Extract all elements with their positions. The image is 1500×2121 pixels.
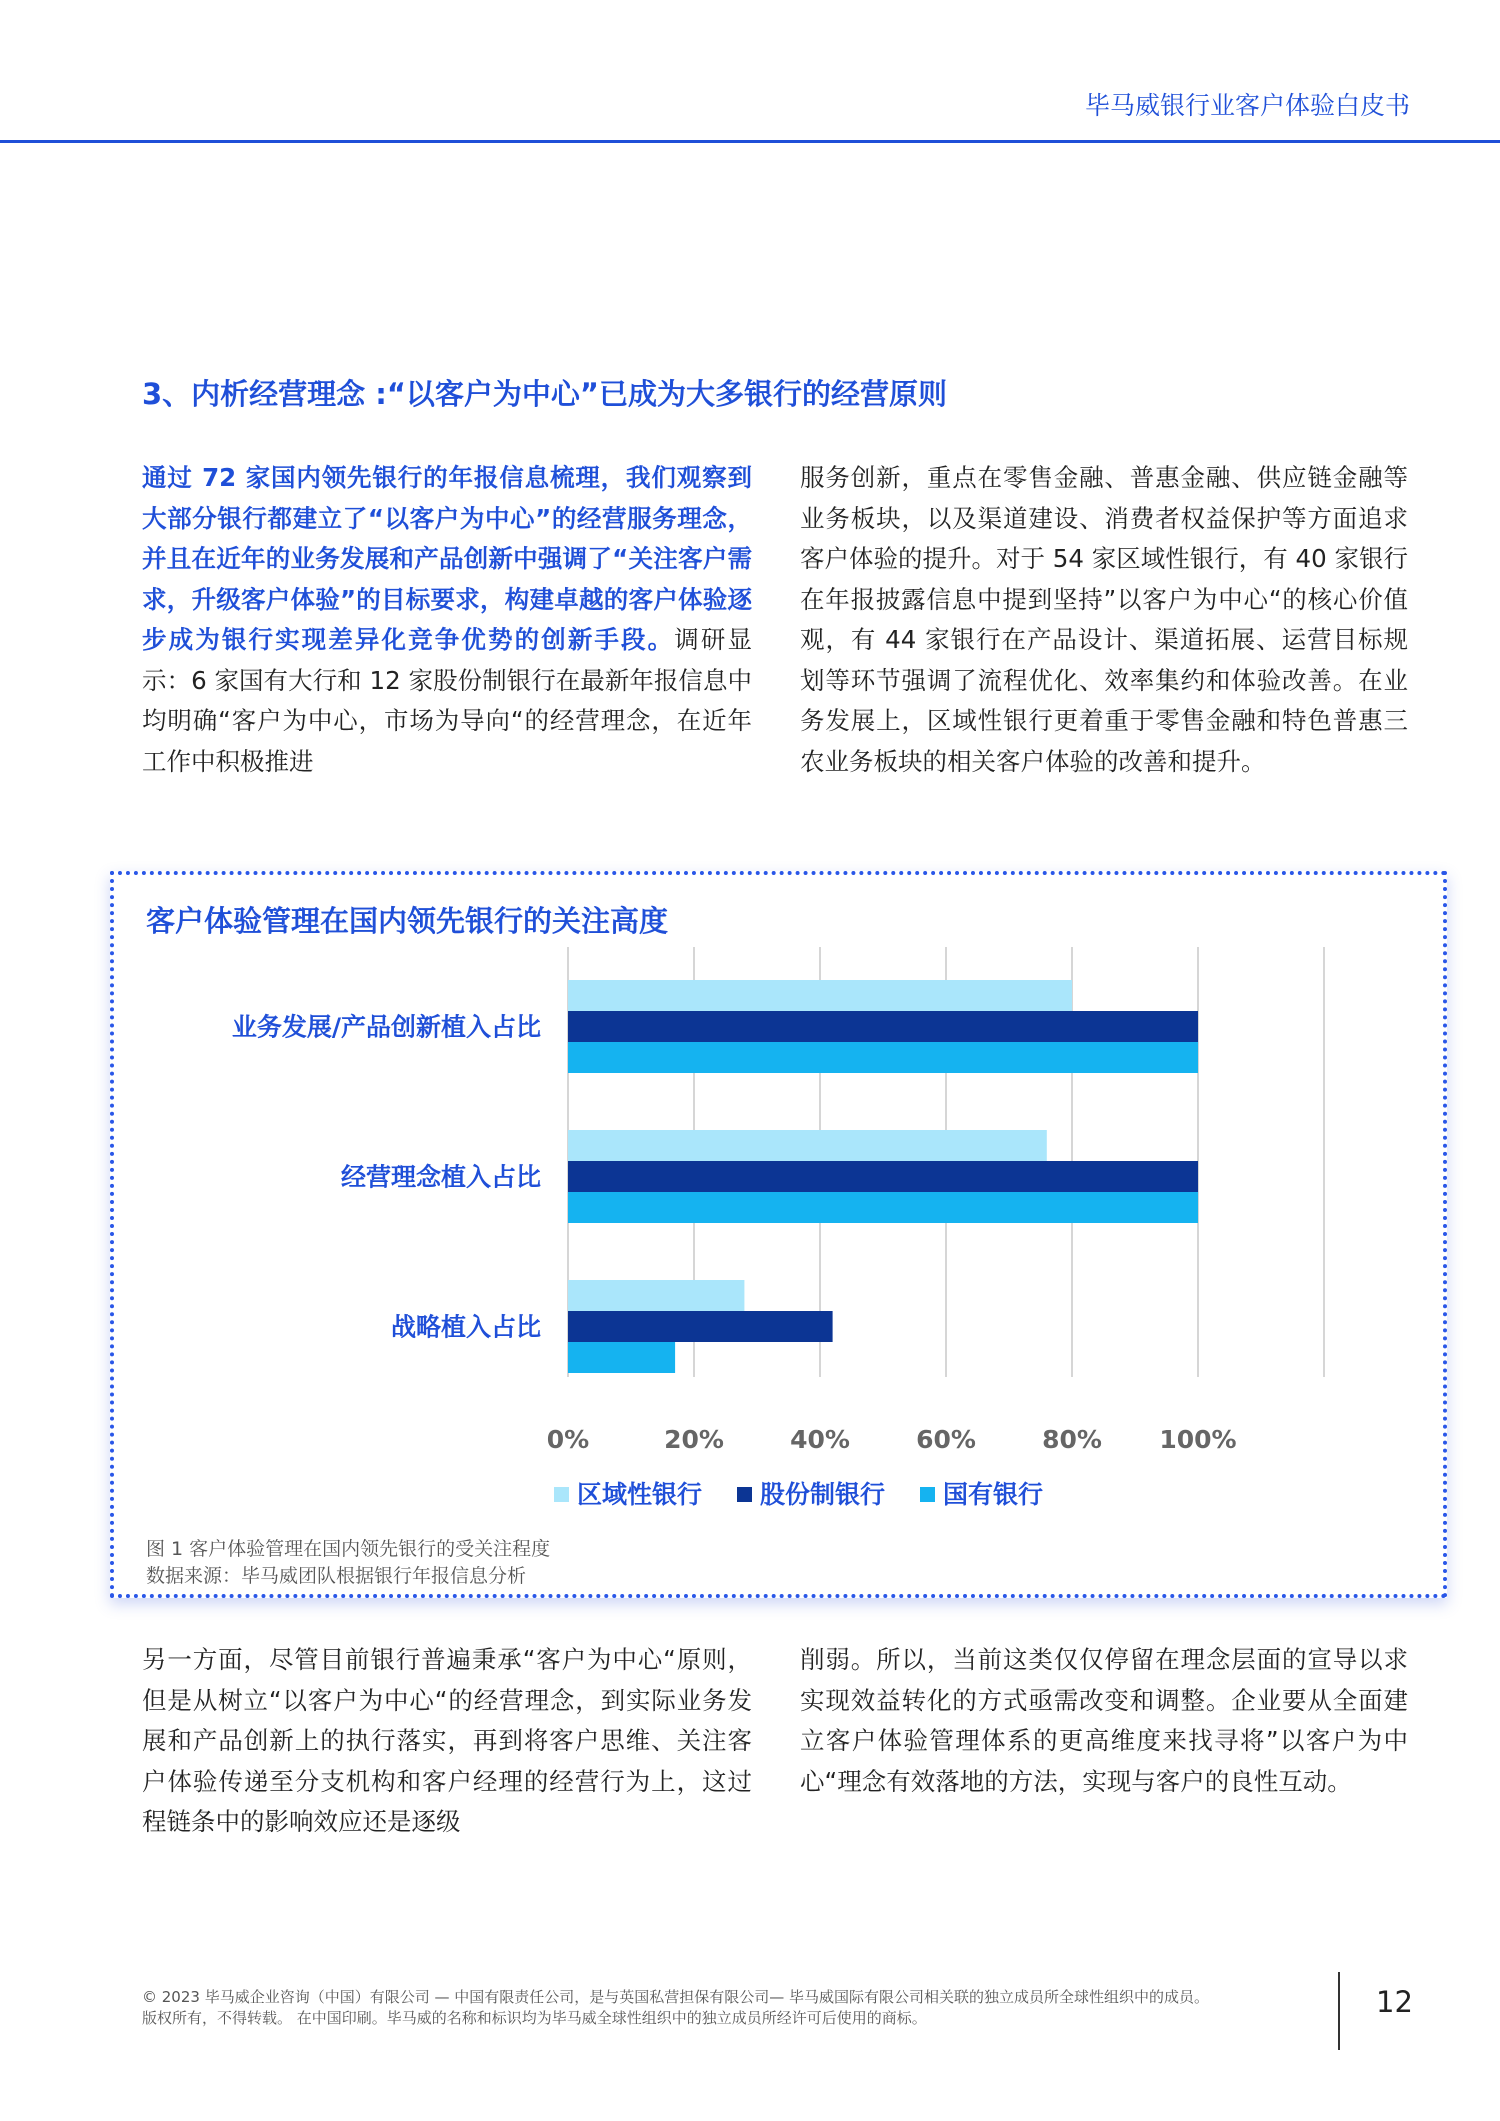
intro-left-column <box>142 458 752 782</box>
bar-chart <box>114 875 1443 1594</box>
category-label-3: 战略植入占比 <box>390 1312 541 1342</box>
intro-body: 调研显示：6 家国有大行和 12 家股份制银行在最新年报信息中均明确“客户为中心，市场为导向“的经营理念，在近年工作中积极推进 <box>142 625 753 776</box>
bar-股份制银行-3 <box>568 1311 833 1342</box>
bar-区域性银行-3 <box>568 1280 744 1311</box>
tick-label-20: 20% <box>664 1425 724 1454</box>
tick-label-0: 0% <box>546 1425 590 1454</box>
bar-国有银行-2 <box>568 1192 1198 1223</box>
category-label-1: 业务发展/产品创新植入占比 <box>231 1012 541 1042</box>
tick-label-40: 40% <box>790 1425 850 1454</box>
footer-copyright <box>142 1987 1322 2029</box>
footer-divider <box>1338 1972 1340 2050</box>
legend-swatch-2 <box>737 1487 752 1502</box>
legend-swatch-3 <box>920 1487 935 1502</box>
legend-label-3: 国有银行 <box>943 1480 1044 1509</box>
bar-区域性银行-1 <box>568 980 1072 1011</box>
body2-right-column: 削弱。所以，当前这类仅仅停留在理念层面的宣导以求实现效益转化的方式亟需改变和调整。企业要从全面建立客户体验管理体系的更高维度来找寻将”以客户为中心“理念有效落地的方法，实现与客户的良性互动。 <box>800 1645 1408 1796</box>
section-heading: 3、内析经营理念 :“以客户为中心”已成为大多银行的经营原则 <box>142 377 947 411</box>
tick-label-80: 80% <box>1042 1425 1102 1454</box>
intro-right-column: 服务创新，重点在零售金融、普惠金融、供应链金融等业务板块，以及渠道建设、消费者权益保护等方面追求客户体验的提升。对于 54 家区域性银行，有 40 家银行在年报披露信息中提到坚持”以客户为中心“的核心价值观，有 44 家银行在产品设计、渠道拓展、运营目标规划等环节强调了流程优化、效率集约和体验改善。在业务发展上，区域性银行更着重于零售金融和特色普惠三农业务板块的相关客户体验的改善和提升。 <box>800 463 1408 776</box>
bar-股份制银行-1 <box>568 1011 1198 1042</box>
header-divider <box>0 140 1500 143</box>
page-number: 12 <box>1376 1985 1413 2019</box>
body2-left-column: 另一方面，尽管目前银行普遍秉承“客户为中心“原则，但是从树立“以客户为中心“的经营理念，到实际业务发展和产品创新上的执行落实，再到将客户思维、关注客户体验传递至分支机构和客户经理的经营行为上，这过程链条中的影响效应还是逐级 <box>142 1645 752 1836</box>
chart-panel <box>110 871 1447 1598</box>
footer-line-1: © 2023 毕马威企业咨询（中国）有限公司 — 中国有限责任公司，是与英国私营担保有限公司— 毕马威国际有限公司相关联的独立成员所全球性组织中的成员。 <box>142 1988 1210 2006</box>
bar-国有银行-1 <box>568 1042 1198 1073</box>
tick-label-60: 60% <box>916 1425 976 1454</box>
legend-swatch-1 <box>554 1487 569 1502</box>
category-label-2: 经营理念植入占比 <box>340 1162 541 1192</box>
bar-股份制银行-2 <box>568 1161 1198 1192</box>
figure-source: 数据来源：毕马威团队根据银行年报信息分析 <box>146 1565 527 1587</box>
bar-国有银行-3 <box>568 1342 675 1373</box>
footer-line-2: 版权所有，不得转载。 在中国印刷。毕马威的名称和标识均为毕马威全球性组织中的独立成员所经许可后使用的商标。 <box>142 2009 927 2027</box>
chart-title: 客户体验管理在国内领先银行的关注高度 <box>146 904 669 938</box>
figure-caption: 图 1 客户体验管理在国内领先银行的受关注程度 <box>146 1538 551 1560</box>
bar-区域性银行-2 <box>568 1130 1047 1161</box>
tick-label-100: 100% <box>1159 1425 1237 1454</box>
header-title: 毕马威银行业客户体验白皮书 <box>1084 91 1410 120</box>
legend-label-1: 区域性银行 <box>577 1480 703 1509</box>
legend-label-2: 股份制银行 <box>760 1480 886 1509</box>
intro-highlight: 通过 72 家国内领先银行的年报信息梳理，我们观察到大部分银行都建立了“以客户为中心”的经营服务理念，并且在近年的业务发展和产品创新中强调了“关注客户需求，升级客户体验”的目标要求，构建卓越的客户体验逐步成为银行实现差异化竞争优势的创新手段。 <box>142 463 752 654</box>
